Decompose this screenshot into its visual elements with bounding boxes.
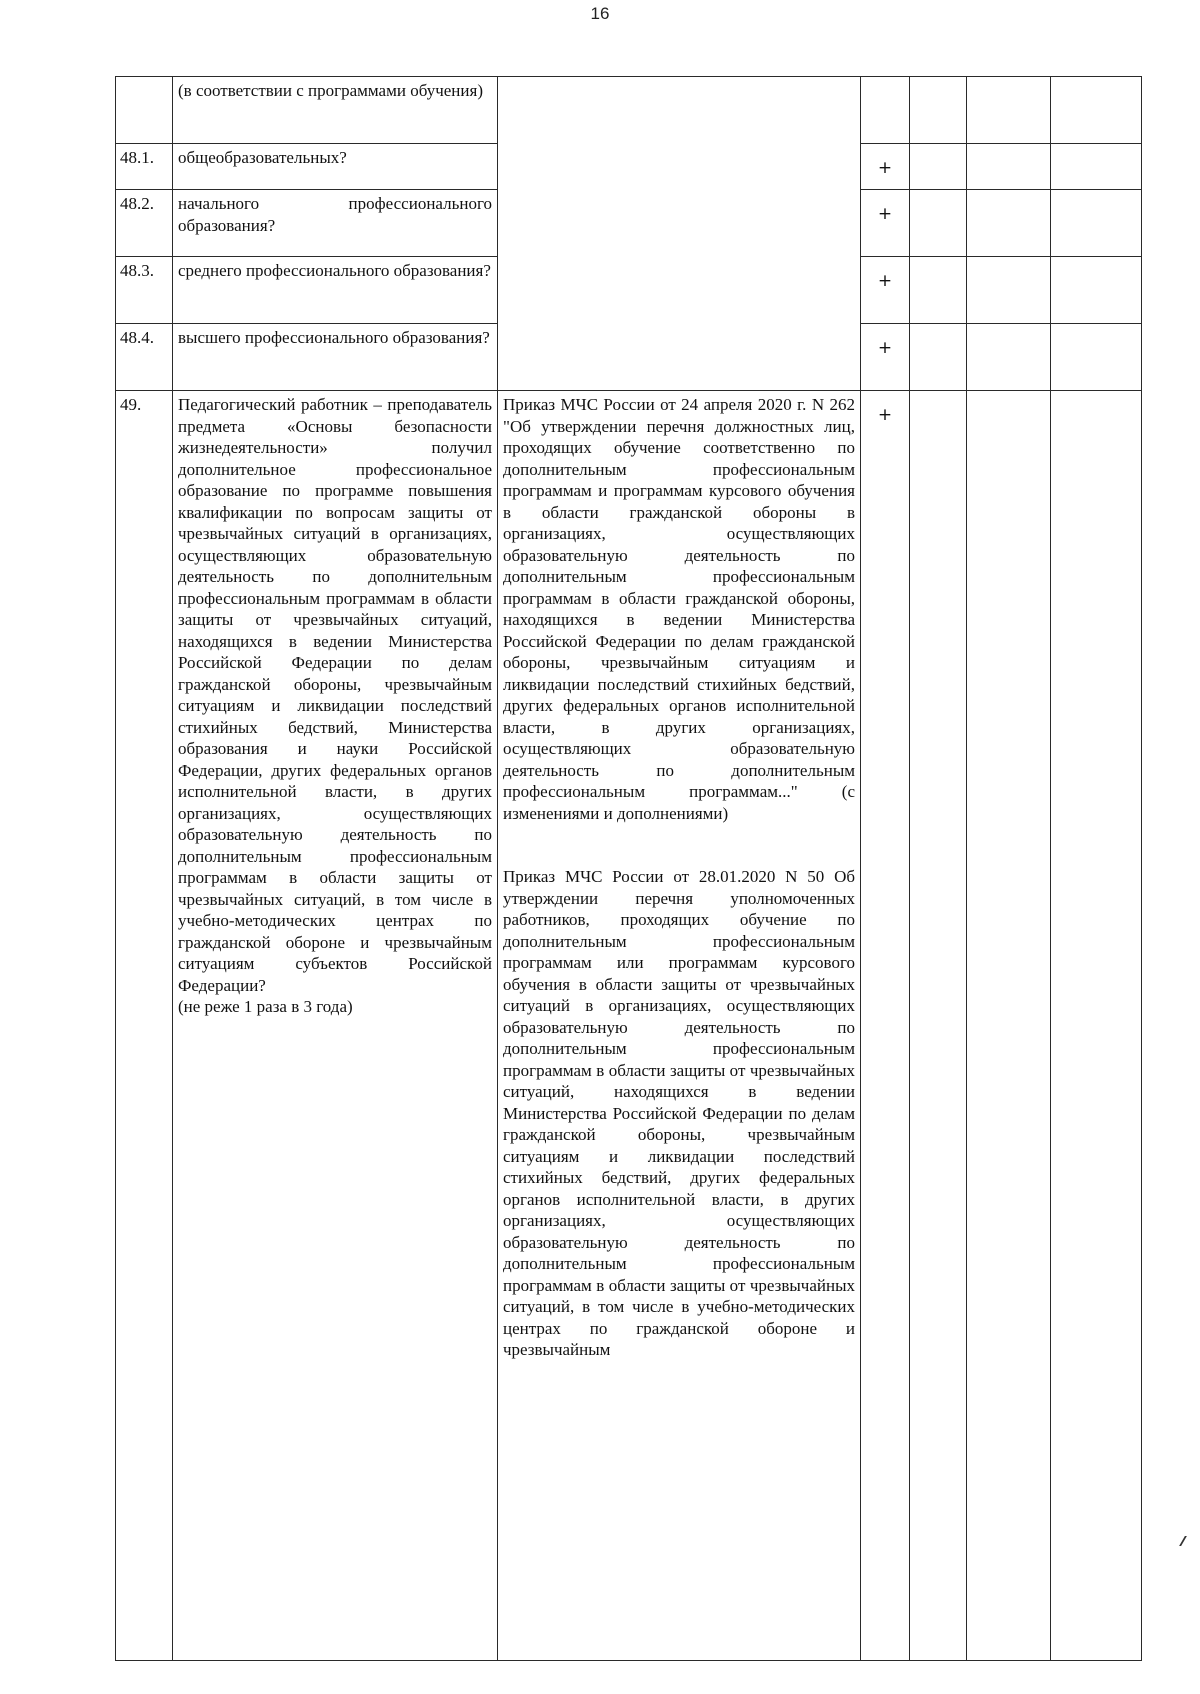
row-number: 48.2. [116,190,173,257]
empty-cell [967,391,1051,1661]
empty-cell [910,257,967,324]
table-row [116,391,1142,1661]
requirement-text: общеобразовательных? [173,144,498,190]
requirement-text: высшего профессионального образования? [173,324,498,391]
paragraph-gap [503,824,855,866]
requirement-text: Педагогический работник – преподаватель предмета «Основы безопасности жизнедеятельности» получил дополнительное профессиональное образование по программе повышения квалификации по вопросам защиты от чрезвычайных ситуаций в организациях, осуществляющих образовательную деятельность по дополнительным профессиональным программам в области защиты от чрезвычайных ситуаций, находящихся в ведении Министерства Российской Федерации по делам гражданской обороны, чрезвычайным ситуациям и ликвидации последствий стихийных бедствий, Министерства образования и науки Российской Федерации, других федеральных органов исполнительной власти, в других организациях, осуществляющих образовательную деятельность по дополнительным профессиональным программам в области защиты от чрезвычайных ситуаций, в том числе в учебно-методических центрах по гражданской обороне и чрезвычайным ситуациям субъектов Российской Федерации? [178,395,492,995]
answer-mark: + [861,144,910,190]
scan-mark [1179,1536,1195,1546]
answer-mark: + [861,257,910,324]
answer-mark: + [861,190,910,257]
empty-cell [967,257,1051,324]
requirement-frequency-note: (не реже 1 раза в 3 года) [178,997,353,1016]
requirement-text: среднего профессионального образования? [173,257,498,324]
legal-basis-order-262: Приказ МЧС России от 24 апреля 2020 г. N 262 "Об утверждении перечня должностных лиц, проходящих обучение соответственно по дополнительным профессиональным программам и программам курсового обучения в области гражданской обороны в организациях, осуществляющих образовательную деятельность по дополнительным профессиональным программам в области гражданской обороны, находящихся в ведении Министерства Российской Федерации по делам гражданской обороны, чрезвычайным ситуациям и ликвидации последствий стихийных бедствий, других федеральных органов исполнительной власти, в других организациях, осуществляющих образовательную деятельность по дополнительным профессиональным программам..." (с изменениями и дополнениями) [503,395,855,823]
page-number: 16 [590,4,610,23]
answer-mark [861,77,910,144]
checklist-table [115,76,1142,1661]
empty-cell [967,77,1051,144]
empty-cell [1051,144,1142,190]
row-number: 48.4. [116,324,173,391]
answer-mark: + [861,324,910,391]
empty-cell [967,324,1051,391]
requirement-text: (в соответствии с программами обучения) [173,77,498,144]
empty-cell [1051,190,1142,257]
empty-cell [910,190,967,257]
empty-cell [967,190,1051,257]
row-number: 48.1. [116,144,173,190]
row-number [116,77,173,144]
empty-cell [967,144,1051,190]
empty-cell [1051,391,1142,1661]
empty-cell [1051,324,1142,391]
requirement-text: начального профессионального образования? [173,190,498,257]
empty-cell [1051,77,1142,144]
legal-basis-cell [498,77,861,391]
empty-cell [910,144,967,190]
empty-cell [910,77,967,144]
empty-cell [910,324,967,391]
legal-basis-cell [498,391,861,1661]
legal-basis-order-50: Приказ МЧС России от 28.01.2020 N 50 Об утверждении перечня уполномоченных работников, проходящих обучение по дополнительным профессиональным программам или программам курсового обучения в области защиты от чрезвычайных ситуаций в организациях, осуществляющих образовательную деятельность по дополнительным профессиональным программам в области защиты от чрезвычайных ситуаций, находящихся в ведении Министерства Российской Федерации по делам гражданской обороны, чрезвычайным ситуациям и ликвидации последствий стихийных бедствий, других федеральных органов исполнительной власти, в других организациях, осуществляющих образовательную деятельность по дополнительным профессиональным программам в области защиты от чрезвычайных ситуаций, в том числе в учебно-методических центрах по гражданской обороне и чрезвычайным [503,867,855,1359]
row-number: 48.3. [116,257,173,324]
answer-mark: + [861,391,910,1661]
empty-cell [1051,257,1142,324]
row-number: 49. [116,391,173,1661]
empty-cell [910,391,967,1661]
table-row [116,77,1142,144]
requirement-cell [173,391,498,1661]
